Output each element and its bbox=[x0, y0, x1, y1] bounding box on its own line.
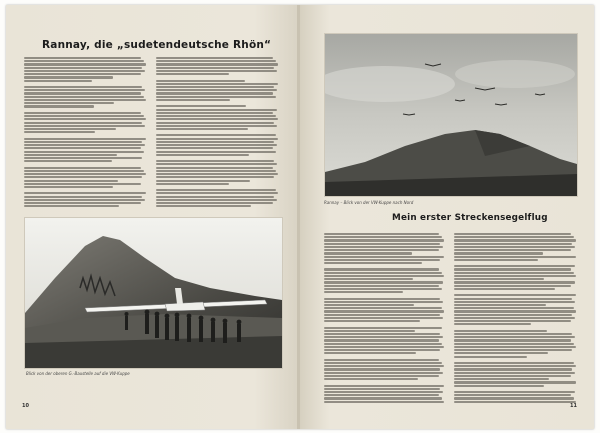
text-line bbox=[454, 333, 572, 335]
text-line bbox=[24, 160, 112, 162]
right-page-number: 11 bbox=[570, 403, 577, 409]
paragraph-break bbox=[454, 262, 576, 264]
text-line bbox=[324, 256, 444, 258]
text-line bbox=[156, 115, 276, 117]
right-photo-caption: Rannay – Blick von der VW-Kuppe nach Nord bbox=[324, 200, 414, 205]
text-line bbox=[324, 275, 444, 277]
text-line bbox=[156, 176, 274, 178]
text-line bbox=[24, 154, 117, 156]
text-line bbox=[24, 151, 144, 153]
text-line bbox=[324, 333, 440, 335]
text-line bbox=[454, 285, 571, 287]
text-line bbox=[324, 327, 442, 329]
text-line bbox=[454, 259, 538, 261]
text-line bbox=[156, 92, 273, 94]
text-line bbox=[156, 163, 277, 165]
mountain-gliders-photo bbox=[324, 33, 578, 197]
text-line bbox=[156, 138, 278, 140]
text-line bbox=[454, 317, 575, 319]
paragraph-break bbox=[156, 102, 278, 104]
text-line bbox=[454, 272, 574, 274]
text-line bbox=[454, 233, 571, 235]
text-line bbox=[156, 183, 229, 185]
right-page-headline: Mein erster Streckensegelflug bbox=[392, 213, 548, 223]
right-text-column-1 bbox=[324, 233, 444, 403]
left-text-column-2 bbox=[156, 57, 278, 207]
paragraph-break bbox=[324, 323, 444, 325]
text-line bbox=[24, 141, 142, 143]
text-line bbox=[324, 259, 440, 261]
paragraph-break bbox=[324, 294, 444, 296]
text-line bbox=[324, 385, 444, 387]
text-line bbox=[324, 349, 440, 351]
text-line bbox=[324, 394, 439, 396]
text-line bbox=[156, 144, 277, 146]
text-line bbox=[24, 122, 142, 124]
text-line bbox=[24, 180, 118, 182]
text-line bbox=[156, 180, 250, 182]
text-line bbox=[454, 314, 572, 316]
text-line bbox=[24, 138, 146, 140]
text-line bbox=[454, 278, 544, 280]
text-line bbox=[156, 80, 245, 82]
text-line bbox=[24, 60, 144, 62]
text-line bbox=[454, 391, 575, 393]
text-line bbox=[454, 375, 571, 377]
left-photo-caption: Blick von der oberen G.-Baustelle auf die VW-Kuppe bbox=[26, 371, 130, 376]
text-line bbox=[454, 252, 543, 254]
text-line bbox=[24, 170, 144, 172]
text-line bbox=[454, 352, 548, 354]
text-line bbox=[156, 192, 278, 194]
text-line bbox=[156, 105, 246, 107]
text-line bbox=[454, 239, 576, 241]
text-line bbox=[454, 339, 571, 341]
paragraph-break bbox=[454, 327, 576, 329]
text-line bbox=[324, 288, 442, 290]
text-line bbox=[454, 288, 555, 290]
text-line bbox=[454, 301, 575, 303]
text-line bbox=[454, 343, 574, 345]
text-line bbox=[156, 67, 274, 69]
glider-launch-photo bbox=[24, 217, 283, 369]
text-line bbox=[324, 336, 443, 338]
paragraph-break bbox=[156, 157, 278, 159]
left-page-headline: Rannay, die „sudetendeutsche Rhön“ bbox=[42, 39, 272, 51]
text-line bbox=[24, 183, 141, 185]
text-line bbox=[324, 359, 439, 361]
text-line bbox=[324, 298, 440, 300]
text-line bbox=[454, 304, 546, 306]
text-line bbox=[324, 346, 444, 348]
paragraph-break bbox=[24, 109, 146, 111]
text-line bbox=[156, 170, 276, 172]
text-line bbox=[156, 96, 276, 98]
paragraph-break bbox=[24, 189, 146, 191]
paragraph-break bbox=[24, 134, 146, 136]
text-line bbox=[324, 272, 442, 274]
text-line bbox=[156, 73, 229, 75]
text-line bbox=[156, 160, 274, 162]
text-line bbox=[156, 147, 273, 149]
text-line bbox=[156, 128, 248, 130]
text-line bbox=[454, 281, 575, 283]
text-line bbox=[24, 144, 145, 146]
text-line bbox=[324, 262, 422, 264]
paragraph-break bbox=[324, 381, 444, 383]
paragraph-break bbox=[454, 359, 576, 361]
text-line bbox=[156, 70, 277, 72]
text-line bbox=[24, 128, 116, 130]
text-line bbox=[24, 176, 142, 178]
text-line bbox=[454, 336, 575, 338]
text-line bbox=[24, 167, 141, 169]
text-line bbox=[24, 192, 146, 194]
text-line bbox=[156, 122, 274, 124]
text-line bbox=[156, 167, 273, 169]
paragraph-break bbox=[324, 265, 444, 267]
text-line bbox=[156, 112, 273, 114]
text-line bbox=[156, 109, 277, 111]
text-line bbox=[324, 278, 413, 280]
text-line bbox=[24, 73, 141, 75]
text-line bbox=[24, 186, 113, 188]
mountain-gliders-illustration bbox=[325, 34, 577, 196]
text-line bbox=[454, 346, 576, 348]
paragraph-break bbox=[156, 186, 278, 188]
text-line bbox=[24, 89, 145, 91]
paragraph-break bbox=[324, 356, 444, 358]
text-line bbox=[324, 352, 416, 354]
text-line bbox=[324, 236, 442, 238]
text-line bbox=[454, 268, 571, 270]
text-line bbox=[156, 125, 277, 127]
text-line bbox=[324, 397, 442, 399]
text-line bbox=[324, 246, 443, 248]
text-line bbox=[454, 256, 576, 258]
text-line bbox=[156, 154, 249, 156]
text-line bbox=[24, 157, 142, 159]
left-page-number: 10 bbox=[22, 403, 29, 409]
text-line bbox=[454, 275, 576, 277]
glider-launch-illustration bbox=[25, 218, 282, 368]
text-line bbox=[324, 310, 444, 312]
text-line bbox=[324, 307, 442, 309]
text-line bbox=[24, 202, 141, 204]
text-line bbox=[24, 67, 142, 69]
text-line bbox=[156, 86, 274, 88]
text-line bbox=[24, 196, 142, 198]
text-line bbox=[324, 233, 439, 235]
text-line bbox=[454, 298, 572, 300]
text-line bbox=[156, 196, 274, 198]
text-line bbox=[324, 368, 440, 370]
text-line bbox=[24, 118, 146, 120]
text-line bbox=[454, 381, 576, 383]
text-line bbox=[156, 202, 273, 204]
text-line bbox=[24, 115, 144, 117]
text-line bbox=[454, 362, 574, 364]
text-line bbox=[156, 60, 276, 62]
text-line bbox=[454, 320, 571, 322]
text-line bbox=[24, 70, 145, 72]
right-text-column-2 bbox=[454, 233, 576, 403]
text-line bbox=[156, 151, 276, 153]
text-line bbox=[156, 205, 251, 207]
paragraph-break bbox=[156, 76, 278, 78]
text-line bbox=[324, 330, 415, 332]
text-line bbox=[156, 199, 277, 201]
text-line bbox=[454, 356, 527, 358]
paragraph-break bbox=[454, 291, 576, 293]
text-line bbox=[24, 99, 146, 101]
text-line bbox=[156, 141, 274, 143]
magazine-spread bbox=[6, 5, 594, 429]
text-line bbox=[454, 310, 576, 312]
text-line bbox=[454, 394, 571, 396]
text-line bbox=[454, 330, 547, 332]
text-line bbox=[324, 317, 443, 319]
text-line bbox=[24, 92, 141, 94]
text-line bbox=[324, 375, 439, 377]
text-line bbox=[324, 249, 439, 251]
text-line bbox=[156, 118, 278, 120]
text-line bbox=[454, 246, 575, 248]
text-line bbox=[24, 112, 141, 114]
text-line bbox=[324, 365, 444, 367]
text-line bbox=[324, 285, 439, 287]
text-line bbox=[324, 268, 439, 270]
text-line bbox=[324, 372, 443, 374]
text-line bbox=[24, 102, 114, 104]
paragraph-break bbox=[24, 163, 146, 165]
paragraph-break bbox=[454, 388, 576, 390]
text-line bbox=[24, 131, 95, 133]
text-line bbox=[454, 397, 574, 399]
text-line bbox=[324, 304, 414, 306]
text-line bbox=[156, 173, 278, 175]
text-line bbox=[324, 378, 418, 380]
text-line bbox=[156, 99, 230, 101]
left-text-column-1 bbox=[24, 57, 146, 207]
text-line bbox=[156, 57, 273, 59]
text-line bbox=[24, 147, 141, 149]
text-line bbox=[156, 89, 277, 91]
text-line bbox=[24, 205, 119, 207]
text-line bbox=[324, 343, 442, 345]
text-line bbox=[324, 301, 443, 303]
text-line bbox=[454, 385, 544, 387]
text-line bbox=[156, 189, 276, 191]
text-line bbox=[324, 243, 440, 245]
text-line bbox=[24, 173, 146, 175]
text-line bbox=[324, 320, 420, 322]
text-line bbox=[324, 401, 444, 403]
text-line bbox=[454, 243, 572, 245]
text-line bbox=[156, 83, 278, 85]
text-line bbox=[454, 249, 571, 251]
text-line bbox=[454, 372, 575, 374]
text-line bbox=[454, 368, 572, 370]
text-line bbox=[454, 378, 549, 380]
text-line bbox=[156, 134, 276, 136]
text-line bbox=[24, 125, 145, 127]
text-line bbox=[24, 57, 141, 59]
text-line bbox=[324, 391, 443, 393]
text-line bbox=[324, 252, 412, 254]
text-line bbox=[454, 294, 576, 296]
text-line bbox=[324, 281, 443, 283]
text-line bbox=[454, 349, 572, 351]
text-line bbox=[454, 236, 574, 238]
text-line bbox=[24, 105, 94, 107]
text-line bbox=[454, 265, 575, 267]
right-page bbox=[300, 5, 594, 429]
text-line bbox=[24, 76, 113, 78]
text-line bbox=[324, 314, 440, 316]
text-line bbox=[24, 63, 146, 65]
text-line bbox=[324, 291, 403, 293]
text-line bbox=[24, 96, 144, 98]
paragraph-break bbox=[156, 131, 278, 133]
paragraph-break bbox=[24, 83, 146, 85]
text-line bbox=[24, 199, 145, 201]
text-line bbox=[156, 63, 278, 65]
text-line bbox=[324, 388, 440, 390]
text-line bbox=[454, 323, 531, 325]
text-line bbox=[324, 362, 442, 364]
text-line bbox=[324, 239, 444, 241]
text-line bbox=[24, 80, 92, 82]
text-line bbox=[454, 401, 576, 403]
text-line bbox=[454, 307, 574, 309]
text-line bbox=[324, 339, 439, 341]
text-line bbox=[24, 86, 142, 88]
left-page bbox=[6, 5, 298, 429]
text-line bbox=[454, 365, 576, 367]
